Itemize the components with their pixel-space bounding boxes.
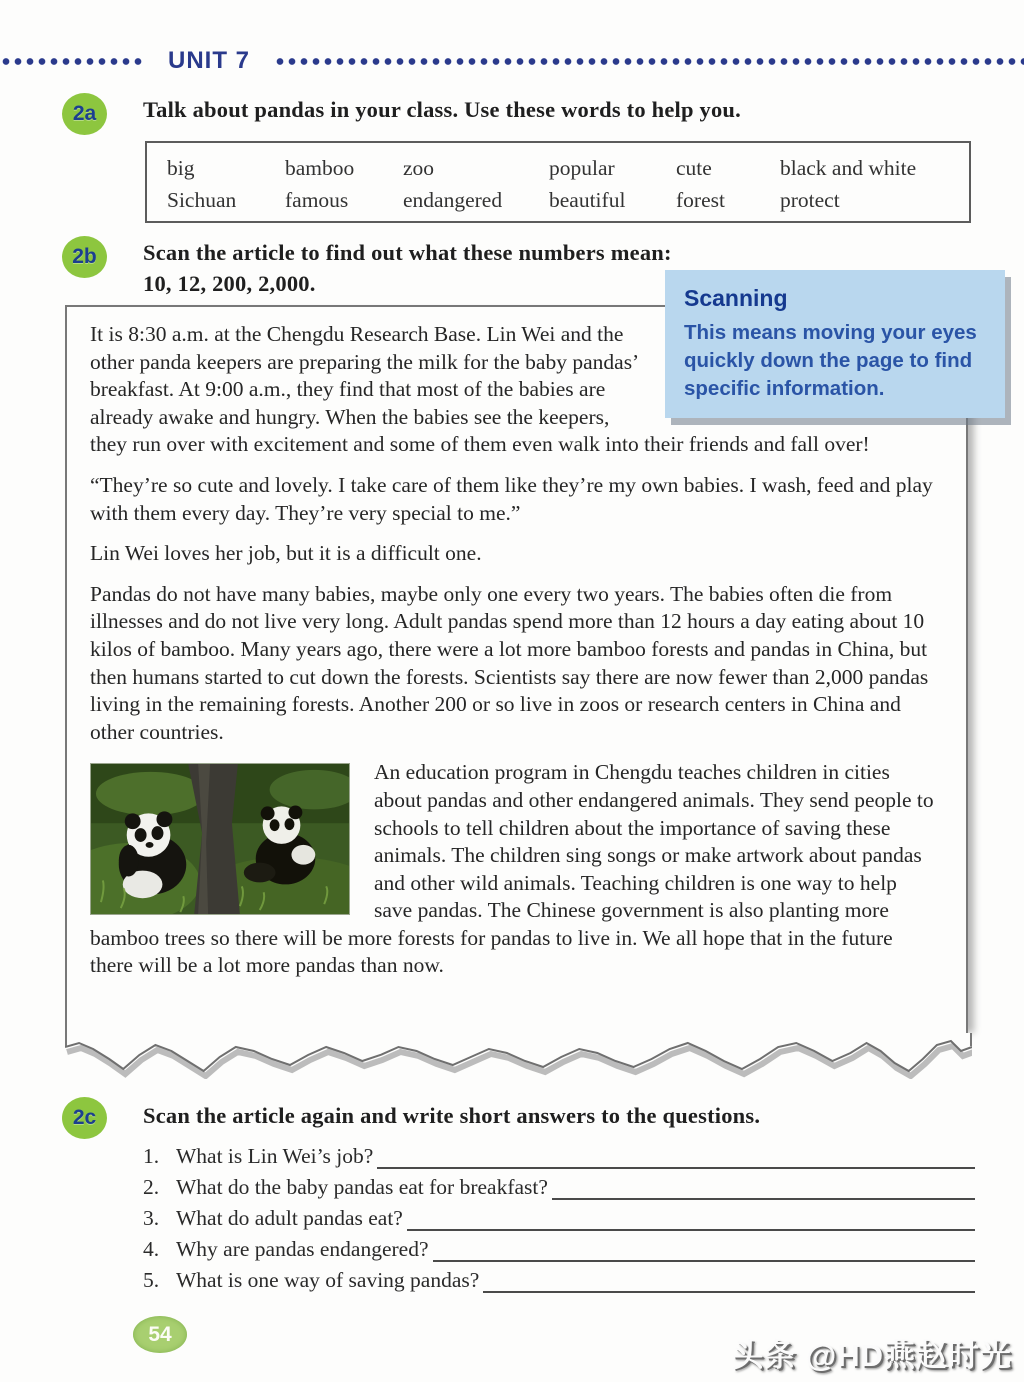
answer-blank-4[interactable] xyxy=(433,1238,976,1262)
question-text: What is one way of saving pandas? xyxy=(176,1268,480,1292)
answer-blank-2[interactable] xyxy=(552,1176,975,1200)
watermark-text: 头条 @HD燕赵时光 xyxy=(732,1338,1012,1373)
question-number: 5. xyxy=(143,1268,160,1292)
word-beautiful: beautiful xyxy=(549,187,626,212)
panda-photo-graphic xyxy=(91,764,349,914)
article-paragraph-5 xyxy=(90,759,940,980)
question-number: 2. xyxy=(143,1175,160,1199)
word-famous: famous xyxy=(285,187,349,212)
question-row-5 xyxy=(143,1262,975,1293)
question-text: What do adult pandas eat? xyxy=(176,1206,403,1230)
article-paragraph-4: Pandas do not have many babies, maybe only one every two years. The babies often die from illnesses and do not live very long. Adult pandas spend more than 12 hours a day eating about 10 kilos of bamboo. Many years ago, there were a lot more bamboo forests and pandas in China, but then humans started to cut down the forests. Scientists say there are now fewer than 2,000 pandas living in the remaining forests. Another 200 or so live in zoos or research centers in China and other countries. xyxy=(90,581,929,744)
section-badge-2c: 2c xyxy=(62,1097,107,1139)
word-box xyxy=(145,141,971,223)
panda-photo xyxy=(90,763,350,915)
word-box-row-2 xyxy=(167,184,969,216)
question-row-2 xyxy=(143,1169,975,1200)
article-paragraph-1: It is 8:30 a.m. at the Chengdu Research Base. Lin Wei and the other panda keepers are preparing the milk for the baby pandas’ breakfast. At 9:00 a.m., they find that most of the babies are already awake and hungry. When the babies see the keepers, they run over with excitement and some of them even walk into their friends and fall over! xyxy=(90,322,870,457)
question-row-1 xyxy=(143,1138,975,1169)
instruction-2b-numbers: 10, 12, 200, 2,000. xyxy=(143,271,316,296)
scanning-tip-box xyxy=(665,270,1005,418)
question-number: 3. xyxy=(143,1206,160,1230)
word-black-and-white: black and white xyxy=(780,155,917,180)
word-bamboo: bamboo xyxy=(285,155,355,180)
questions-list xyxy=(143,1138,975,1293)
word-big: big xyxy=(167,155,195,180)
word-cute: cute xyxy=(676,155,712,180)
instruction-2b: Scan the article to find out what these numbers mean: xyxy=(143,240,672,265)
article-paragraph-5-text: An education program in Chengdu teaches children in cities about pandas and other endangered animals. They send people to schools to tell children about the importance of saving these animals. The children sing songs or make artwork about pandas and other wild animals. Teaching children is one way to help save pandas. The Chinese government is also planting more bamboo trees so there will be more forests for pandas to live in. We all hope that in the future there will be a lot more pandas than now. xyxy=(90,760,934,978)
word-forest: forest xyxy=(676,187,725,212)
question-text: What do the baby pandas eat for breakfast? xyxy=(176,1175,548,1199)
tip-title: Scanning xyxy=(684,285,788,311)
question-number: 1. xyxy=(143,1144,160,1168)
word-box-row-1 xyxy=(167,152,969,184)
word-popular: popular xyxy=(549,155,615,180)
question-text: What is Lin Wei’s job? xyxy=(176,1144,374,1168)
section-badge-2a: 2a xyxy=(62,93,107,135)
word-zoo: zoo xyxy=(403,155,435,180)
unit-header xyxy=(0,48,1024,74)
article-paragraph-2: “They’re so cute and lovely. I take care of them like they’re my own babies. I wash, feed and play with them every day. They’re very special to me.” xyxy=(90,472,933,525)
instruction-2c: Scan the article again and write short answers to the questions. xyxy=(143,1103,761,1128)
page-number-badge: 54 xyxy=(133,1316,187,1353)
word-protect: protect xyxy=(780,187,840,212)
torn-paper-edge xyxy=(65,1033,972,1079)
unit-title: UNIT 7 xyxy=(168,47,251,74)
dotted-rule-left xyxy=(0,57,142,66)
question-row-4 xyxy=(143,1231,975,1262)
instruction-2a: Talk about pandas in your class. Use these words to help you. xyxy=(143,97,741,122)
section-badge-2b: 2b xyxy=(62,236,107,278)
answer-blank-3[interactable] xyxy=(407,1207,975,1231)
question-row-3 xyxy=(143,1200,975,1231)
dotted-rule-right xyxy=(274,57,1024,66)
answer-blank-1[interactable] xyxy=(377,1145,975,1169)
word-endangered: endangered xyxy=(403,187,503,212)
question-number: 4. xyxy=(143,1237,160,1261)
word-sichuan: Sichuan xyxy=(167,187,237,212)
answer-blank-5[interactable] xyxy=(483,1269,975,1293)
question-text: Why are pandas endangered? xyxy=(176,1237,429,1261)
article-paragraph-3: Lin Wei loves her job, but it is a difficult one. xyxy=(90,541,482,566)
tip-body: This means moving your eyes quickly down the page to find specific information. xyxy=(684,321,977,400)
